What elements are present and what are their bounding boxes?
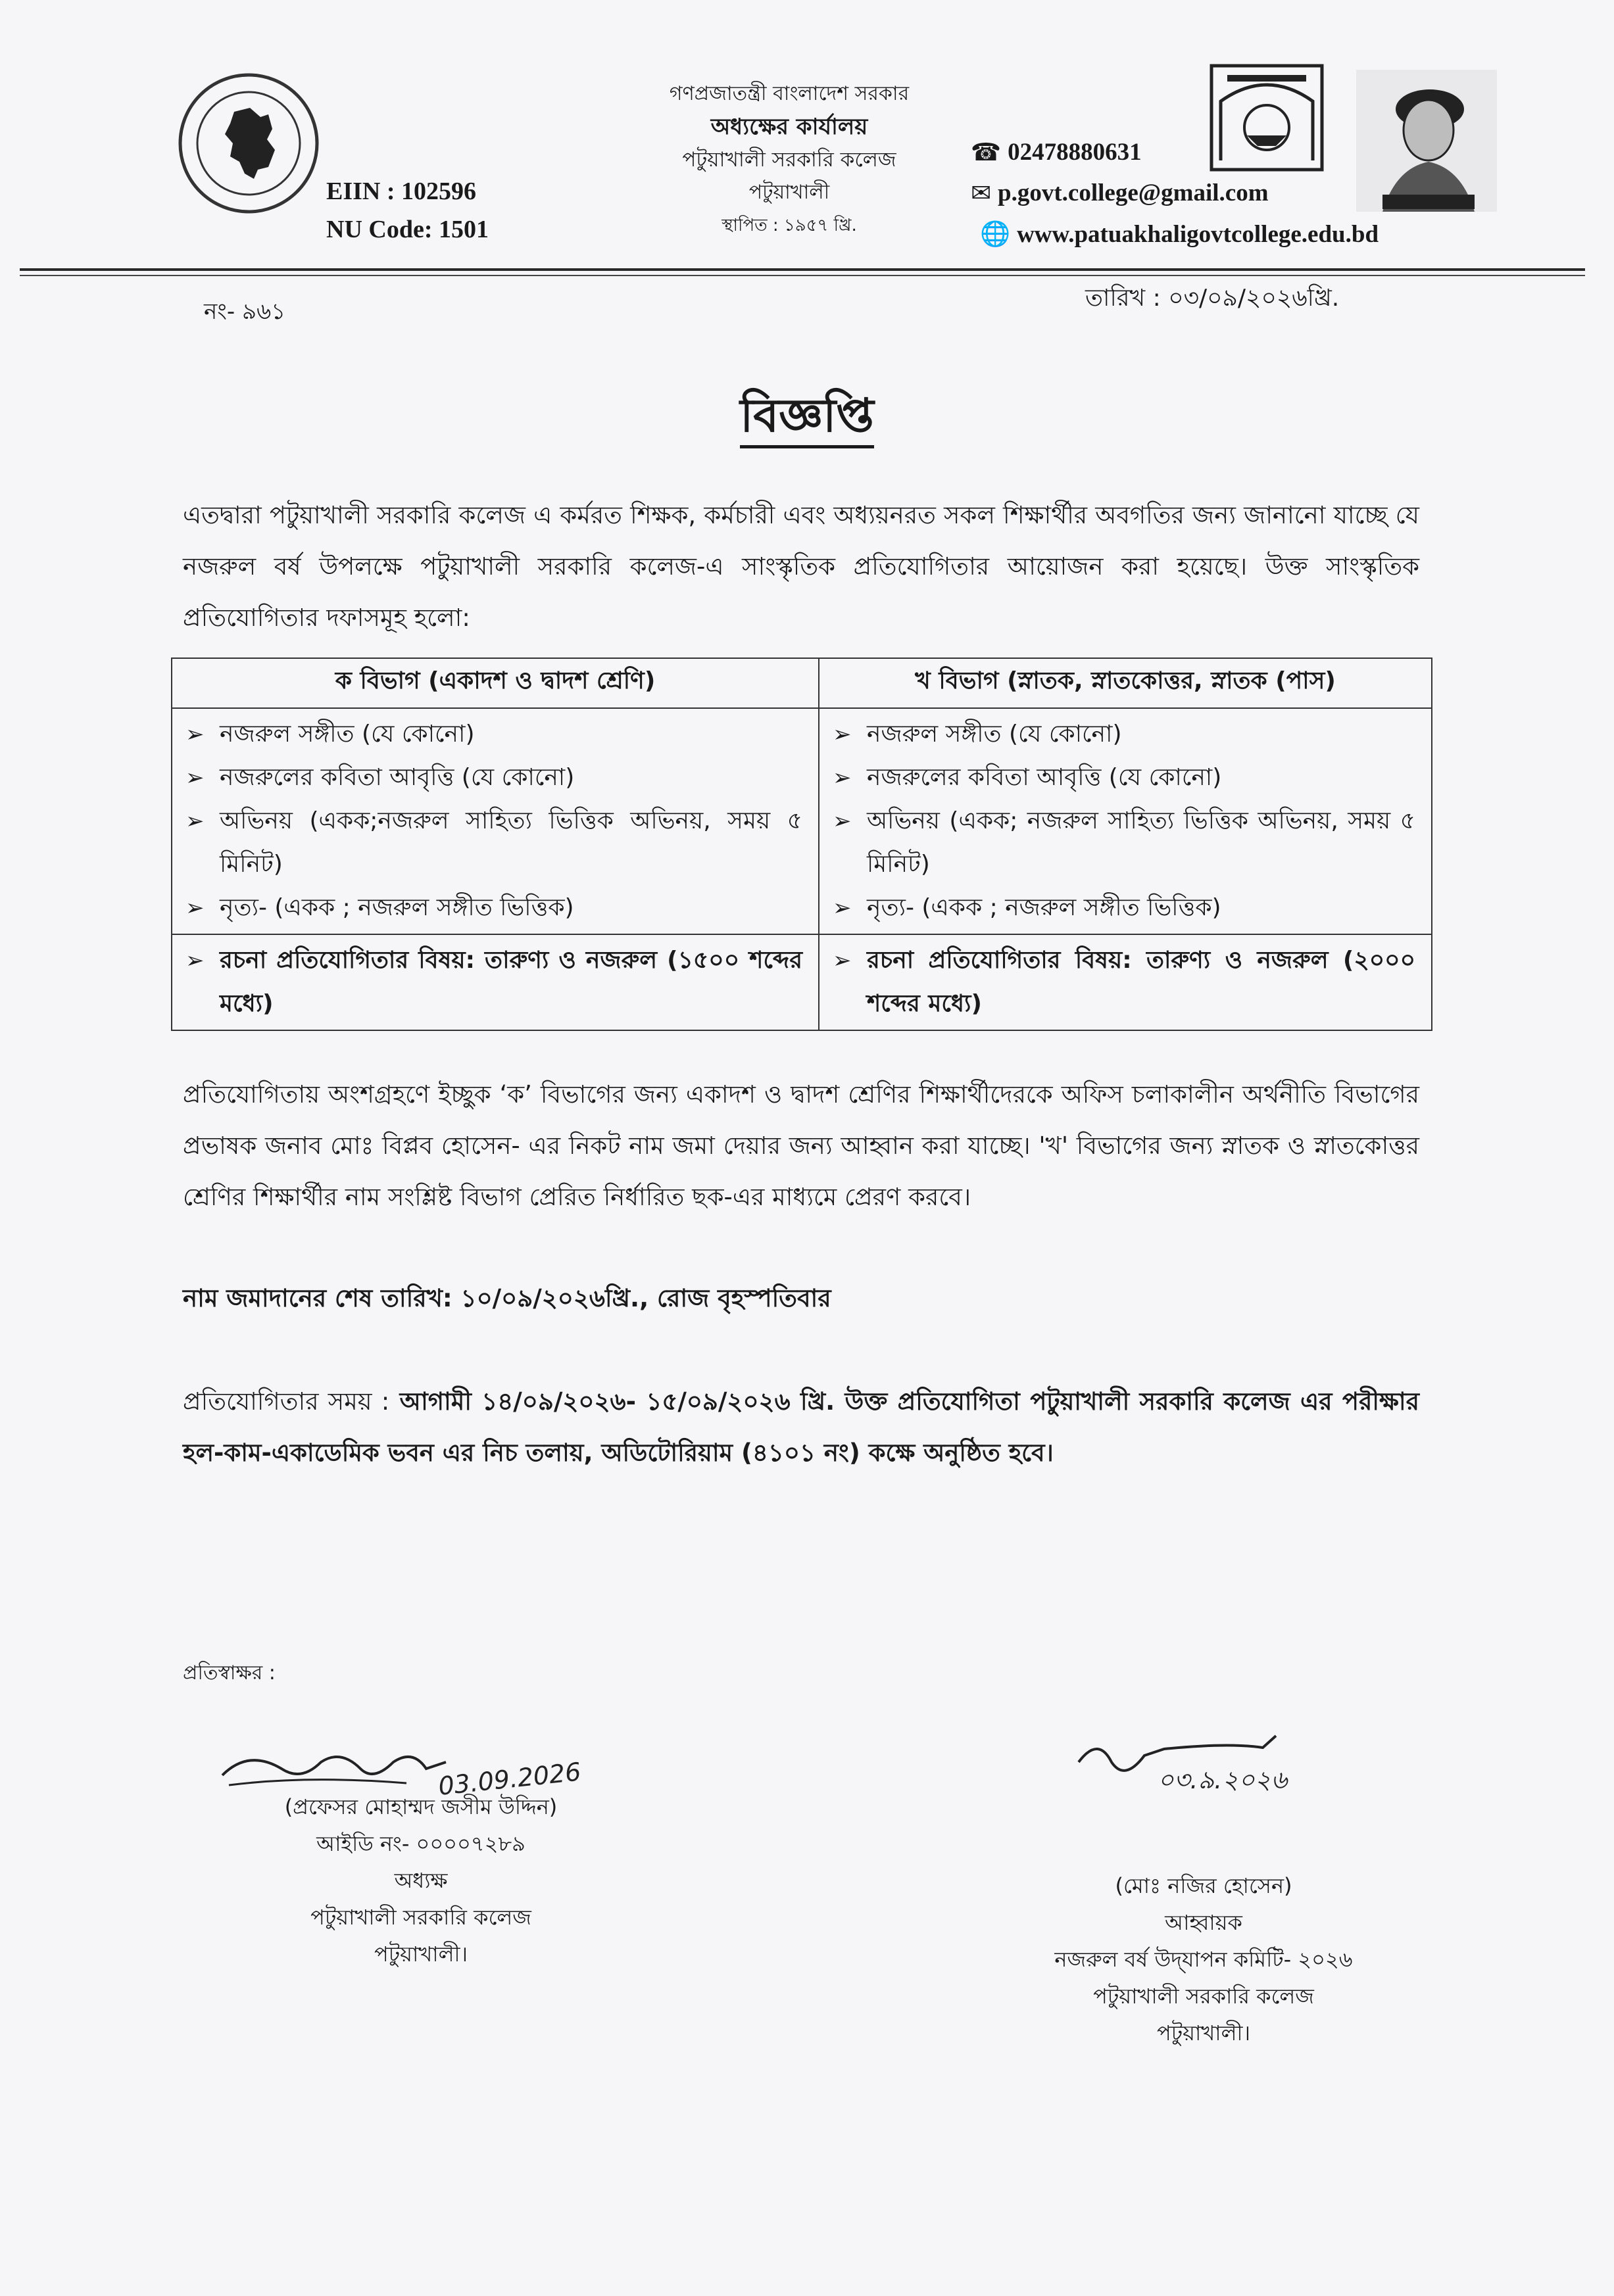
competition-time-label: প্রতিযোগিতার সময় : [183, 1387, 390, 1416]
government-name: গণপ্রজাতন্ত্রী বাংলাদেশ সরকার [669, 82, 910, 105]
list-item: ➢ রচনা প্রতিযোগিতার বিষয়: তারুণ্য ও নজরুল (১৫০০ শব্দের মধ্যে) [183, 939, 802, 1026]
column-a-header: ক বিভাগ (একাদশ ও দ্বাদশ শ্রেণি) [172, 658, 819, 708]
office-name: অধ্যক্ষের কার্যালয় [710, 114, 868, 140]
nu-code: NU Code: 1501 [326, 216, 489, 243]
convener-signature-block [973, 1867, 1434, 2051]
government-seal-icon [176, 71, 321, 216]
institution-codes [326, 172, 489, 249]
countersign-label: প্রতিস্বাক্ষর : [183, 1662, 276, 1685]
arrow-bullet-icon: ➢ [833, 895, 852, 921]
website-row [980, 220, 1379, 249]
established-year: স্থাপিত : ১৯৫৭ খ্রি. [721, 216, 857, 235]
arrow-bullet-icon: ➢ [185, 765, 205, 791]
notice-date: তারিখ : ০৩/০৯/২০২৬খ্রি. [1085, 285, 1340, 312]
table-header-row [172, 658, 1432, 708]
list-item: ➢ নজরুল সঙ্গীত (যে কোনো) [830, 713, 1415, 756]
convener-institution: পটুয়াখালী সরকারি কলেজ [1093, 1984, 1314, 2009]
column-b-essay [819, 934, 1432, 1030]
phone-icon: ☎ [971, 138, 1002, 166]
college-logo-icon [1208, 62, 1326, 174]
arrow-bullet-icon: ➢ [185, 895, 205, 921]
globe-icon: 🌐 [980, 220, 1011, 248]
header-rule [20, 268, 1585, 271]
arrow-bullet-icon: ➢ [185, 721, 205, 748]
college-place: পটুয়াখালী [748, 181, 830, 204]
principal-name: (প্রফেসর মোহাম্মদ জসীম উদ্দিন) [284, 1794, 558, 1819]
college-name: পটুয়াখালী সরকারি কলেজ [682, 148, 896, 172]
arrow-bullet-icon: ➢ [833, 808, 852, 834]
convener-name: (মোঃ নজির হোসেন) [1115, 1873, 1292, 1898]
table-row [172, 708, 1432, 934]
competition-time-paragraph [183, 1376, 1419, 1479]
column-b-items [819, 708, 1432, 934]
list-item: ➢ নৃত্য- (একক ; নজরুল সঙ্গীত ভিত্তিক) [183, 886, 802, 930]
nazrul-portrait-icon [1356, 70, 1497, 212]
principal-designation: অধ্যক্ষ [394, 1868, 448, 1893]
competition-time-text: আগামী ১৪/০৯/২০২৬- ১৫/০৯/২০২৬ খ্রি. উক্ত প্রতিযোগিতা পটুয়াখালী সরকারি কলেজ এর পরীক্ষার হল-কাম-একাডেমিক ভবন এর নিচ তলায়, অডিটোরিয়াম (৪১০১ নং) কক্ষে অনুষ্ঠিত হবে। [183, 1387, 1419, 1467]
convener-signature [1065, 1710, 1407, 1808]
principal-signature-date: 03.09.2026 [437, 1757, 583, 1801]
arrow-bullet-icon: ➢ [833, 765, 852, 791]
list-item: ➢ নৃত্য- (একক ; নজরুল সঙ্গীত ভিত্তিক) [830, 886, 1415, 930]
principal-place: পটুয়াখালী। [374, 1942, 468, 1967]
list-item: ➢ নজরুল সঙ্গীত (যে কোনো) [183, 713, 802, 756]
arrow-bullet-icon: ➢ [833, 947, 852, 974]
arrow-bullet-icon: ➢ [185, 808, 205, 834]
participation-paragraph: প্রতিযোগিতায় অংশগ্রহণে ইচ্ছুক ‘ক’ বিভাগের জন্য একাদশ ও দ্বাদশ শ্রেণির শিক্ষার্থীদেরকে অফিস চলাকালীন অর্থনীতি বিভাগের প্রভাষক জনাব মোঃ বিপ্লব হোসেন- এর নিকট নাম জমা দেয়ার জন্য আহ্বান করা যাচ্ছে। 'খ' বিভাগের জন্য স্নাতক ও স্নাতকোত্তর শ্রেণির শিক্ষার্থীর নাম সংশ্লিষ্ট বিভাগ প্রেরিত নির্ধারিত ছক-এর মাধ্যমে প্রেরণ করবে। [183, 1080, 1419, 1211]
email-address: p.govt.college@gmail.com [998, 179, 1269, 206]
principal-institution: পটুয়াখালী সরকারি কলেজ [310, 1905, 531, 1930]
email-row [971, 179, 1269, 207]
competition-table [171, 658, 1432, 1031]
submission-deadline: নাম জমাদানের শেষ তারিখ: ১০/০৯/২০২৬খ্রি., রোজ বৃহস্পতিবার [183, 1284, 831, 1312]
column-b-header: খ বিভাগ (স্নাতক, স্নাতকোত্তর, স্নাতক (পাস) [819, 658, 1432, 708]
notice-title-text: বিজ্ঞপ্তি [740, 389, 874, 448]
principal-signature-block [191, 1788, 651, 1973]
convener-designation: আহ্বায়ক [1165, 1910, 1242, 1935]
arrow-bullet-icon: ➢ [185, 947, 205, 974]
eiin-number: EIIN : 102596 [326, 178, 477, 205]
letterhead-center [539, 78, 1039, 242]
column-a-items [172, 708, 819, 934]
arrow-bullet-icon: ➢ [833, 721, 852, 748]
list-item: ➢ অভিনয় (একক;নজরুল সাহিত্য ভিত্তিক অভিনয়, সময় ৫ মিনিট) [183, 800, 802, 886]
reference-number: নং- ৯৬১ [204, 299, 286, 325]
notice-title [0, 380, 1614, 457]
principal-id: আইডি নং- ০০০০৭২৮৯ [316, 1831, 526, 1856]
column-a-essay [172, 934, 819, 1030]
website-url: www.patuakhaligovtcollege.edu.bd [1017, 220, 1379, 248]
list-item: ➢ নজরুলের কবিতা আবৃত্তি (যে কোনো) [183, 756, 802, 800]
mail-icon: ✉ [971, 179, 992, 207]
phone-row [971, 138, 1142, 166]
convener-signature-date: ০৩.৯.২০২৬ [1158, 1765, 1288, 1794]
list-item: ➢ নজরুলের কবিতা আবৃত্তি (যে কোনো) [830, 756, 1415, 800]
phone-number: 02478880631 [1008, 139, 1142, 166]
list-item: ➢ অভিনয় (একক; নজরুল সাহিত্য ভিত্তিক অভিনয়, সময় ৫ মিনিট) [830, 800, 1415, 886]
intro-paragraph: এতদ্বারা পটুয়াখালী সরকারি কলেজ এ কর্মরত শিক্ষক, কর্মচারী এবং অধ্যয়নরত সকল শিক্ষার্থীর অবগতির জন্য জানানো যাচ্ছে যে নজরুল বর্ষ উপলক্ষে পটুয়াখালী সরকারি কলেজ-এ সাংস্কৃতিক প্রতিযোগিতার আয়োজন করা হয়েছে। উক্ত সাংস্কৃতিক প্রতিযোগিতার দফাসমূহ হলো: [183, 501, 1419, 632]
table-row-essay [172, 934, 1432, 1030]
list-item: ➢ রচনা প্রতিযোগিতার বিষয়: তারুণ্য ও নজরুল (২০০০ শব্দের মধ্যে) [830, 939, 1415, 1026]
convener-committee: নজরুল বর্ষ উদ্‌যাপন কমিটি- ২০২৬ [1054, 1947, 1353, 1972]
header-rule-thin [20, 275, 1585, 276]
convener-place: পটুয়াখালী। [1156, 2021, 1251, 2045]
